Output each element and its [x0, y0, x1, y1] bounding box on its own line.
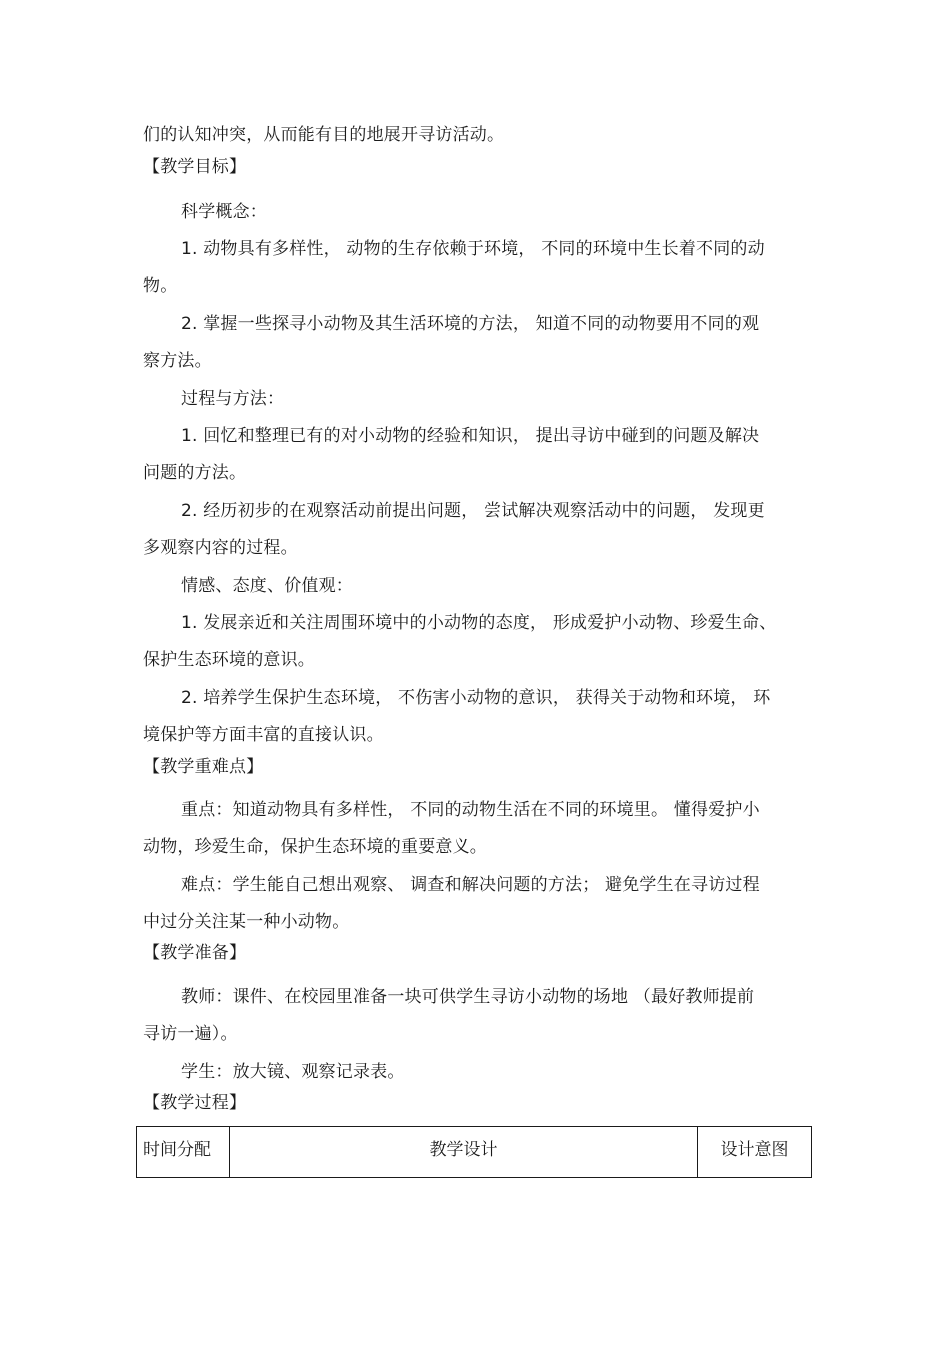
table-header-time: 时间分配: [137, 1127, 230, 1177]
text-line: 2. 掌握一些探寻小动物及其生活环境的方法， 知道不同的动物要用不同的观: [181, 314, 760, 334]
text-line: 中过分关注某一种小动物。: [143, 912, 350, 932]
text-line: 问题的方法。: [143, 463, 247, 483]
teaching-process-table: [136, 1126, 812, 1178]
text-line: 动物，珍爱生命，保护生态环境的重要意义。: [143, 837, 487, 857]
text-line: 教师：课件、在校园里准备一块可供学生寻访小动物的场地 （最好教师提前: [181, 987, 755, 1007]
subheading-attitudes-values: 情感、态度、价值观：: [181, 576, 353, 596]
table-header-design: 教学设计: [230, 1127, 698, 1177]
text-line: 1. 动物具有多样性， 动物的生存依赖于环境， 不同的环境中生长着不同的动: [181, 239, 765, 259]
text-line: 物。: [143, 276, 178, 296]
text-line: 多观察内容的过程。: [143, 538, 298, 558]
subheading-science-concepts: 科学概念：: [181, 202, 267, 222]
section-heading-objectives: 【教学目标】: [143, 157, 247, 177]
text-line: 1. 回忆和整理已有的对小动物的经验和知识， 提出寻访中碰到的问题及解决: [181, 426, 760, 446]
section-heading-key-points: 【教学重难点】: [143, 757, 264, 777]
text-line: 寻访一遍）。: [143, 1024, 238, 1044]
text-line: 保护生态环境的意识。: [143, 650, 315, 670]
text-line: 2. 培养学生保护生态环境， 不伤害小动物的意识， 获得关于动物和环境， 环: [181, 688, 771, 708]
text-line: 2. 经历初步的在观察活动前提出问题， 尝试解决观察活动中的问题， 发现更: [181, 501, 765, 521]
table-header-intent: 设计意图: [720, 1140, 789, 1160]
text-line: 学生：放大镜、观察记录表。: [181, 1062, 405, 1082]
text-line: 察方法。: [143, 351, 212, 371]
subheading-process-methods: 过程与方法：: [181, 389, 285, 409]
text-line: 重点：知道动物具有多样性， 不同的动物生活在不同的环境里。 懂得爱护小: [181, 800, 760, 820]
section-heading-preparation: 【教学准备】: [143, 943, 247, 963]
text-line: 境保护等方面丰富的直接认识。: [143, 725, 384, 745]
text-line: 难点：学生能自己想出观察、 调查和解决问题的方法； 避免学生在寻访过程: [181, 875, 760, 895]
section-heading-process: 【教学过程】: [143, 1093, 247, 1113]
text-line: 1. 发展亲近和关注周围环境中的小动物的态度， 形成爱护小动物、珍爱生命、: [181, 613, 777, 633]
text-line: 们的认知冲突，从而能有目的地展开寻访活动。: [143, 125, 505, 145]
